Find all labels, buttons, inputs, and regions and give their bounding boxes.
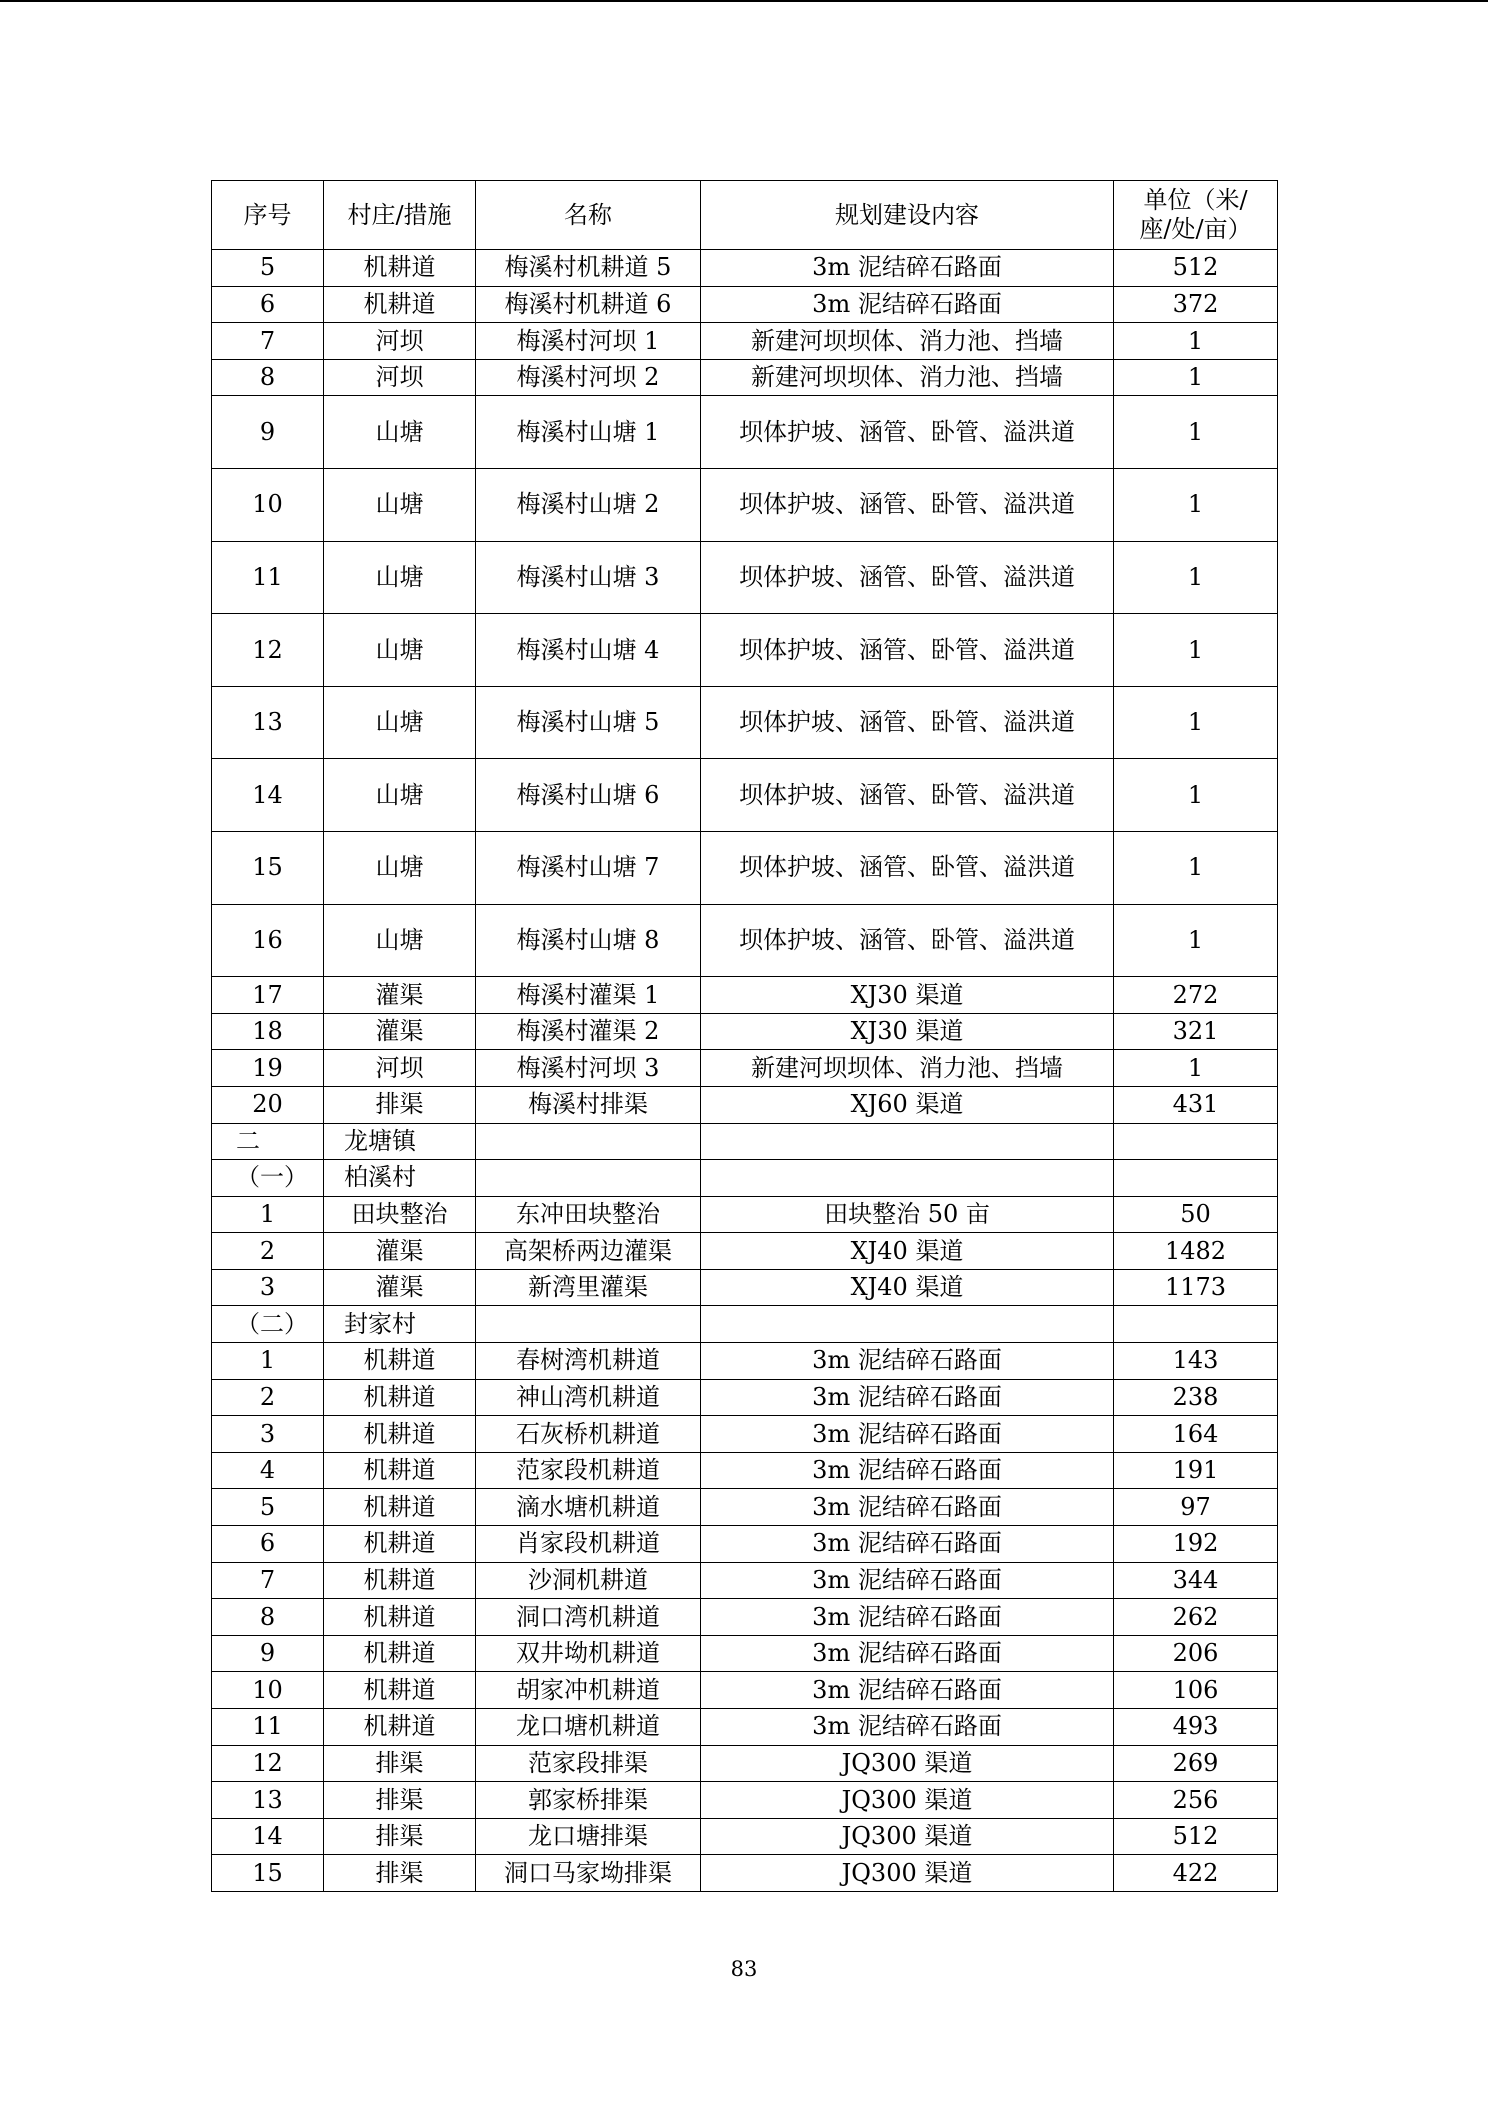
cell-measure: 山塘	[324, 831, 476, 904]
table-row	[212, 1233, 1278, 1270]
table-row	[212, 286, 1278, 323]
cell-unit: 422	[1114, 1855, 1278, 1892]
cell-name: 梅溪村山塘 8	[476, 904, 701, 977]
table-row	[212, 759, 1278, 832]
cell-content: 3m 泥结碎石路面	[701, 1416, 1114, 1453]
section-row	[212, 1306, 1278, 1343]
cell-unit: 1	[1114, 468, 1278, 541]
cell-name: 梅溪村山塘 6	[476, 759, 701, 832]
cell-content: 3m 泥结碎石路面	[701, 1452, 1114, 1489]
cell-measure: 机耕道	[324, 1343, 476, 1380]
cell-name	[476, 1123, 701, 1160]
cell-content: 新建河坝坝体、消力池、挡墙	[701, 1050, 1114, 1087]
cell-seq: 14	[212, 759, 324, 832]
cell-unit: 1	[1114, 614, 1278, 687]
cell-content: 坝体护坡、涵管、卧管、溢洪道	[701, 831, 1114, 904]
table-row	[212, 468, 1278, 541]
cell-name: 范家段排渠	[476, 1745, 701, 1782]
cell-unit	[1114, 1160, 1278, 1197]
cell-content: 坝体护坡、涵管、卧管、溢洪道	[701, 614, 1114, 687]
table-row	[212, 977, 1278, 1014]
cell-content: XJ40 渠道	[701, 1233, 1114, 1270]
table-row	[212, 396, 1278, 469]
cell-seq: 3	[212, 1269, 324, 1306]
cell-content: XJ60 渠道	[701, 1086, 1114, 1123]
cell-content: 3m 泥结碎石路面	[701, 1635, 1114, 1672]
cell-content: 坝体护坡、涵管、卧管、溢洪道	[701, 904, 1114, 977]
cell-name: 郭家桥排渠	[476, 1782, 701, 1819]
cell-unit: 238	[1114, 1379, 1278, 1416]
cell-name: 梅溪村山塘 2	[476, 468, 701, 541]
cell-seq: 2	[212, 1233, 324, 1270]
cell-content: 3m 泥结碎石路面	[701, 286, 1114, 323]
table-row	[212, 1672, 1278, 1709]
cell-measure: 机耕道	[324, 1562, 476, 1599]
cell-content: XJ30 渠道	[701, 1013, 1114, 1050]
table-row	[212, 250, 1278, 287]
cell-unit: 256	[1114, 1782, 1278, 1819]
cell-measure: 排渠	[324, 1745, 476, 1782]
cell-measure: 山塘	[324, 541, 476, 614]
cell-name: 梅溪村山塘 1	[476, 396, 701, 469]
cell-unit: 191	[1114, 1452, 1278, 1489]
cell-seq: 8	[212, 1599, 324, 1636]
cell-seq: 15	[212, 1855, 324, 1892]
cell-content: 3m 泥结碎石路面	[701, 250, 1114, 287]
cell-seq: 3	[212, 1416, 324, 1453]
cell-seq: 5	[212, 250, 324, 287]
cell-content: 坝体护坡、涵管、卧管、溢洪道	[701, 468, 1114, 541]
cell-unit: 1173	[1114, 1269, 1278, 1306]
cell-name: 范家段机耕道	[476, 1452, 701, 1489]
cell-measure: 排渠	[324, 1855, 476, 1892]
cell-content: XJ30 渠道	[701, 977, 1114, 1014]
cell-content: XJ40 渠道	[701, 1269, 1114, 1306]
cell-seq: 二	[212, 1123, 324, 1160]
cell-content	[701, 1123, 1114, 1160]
cell-seq: 1	[212, 1343, 324, 1380]
cell-seq: 12	[212, 614, 324, 687]
cell-content: 3m 泥结碎石路面	[701, 1672, 1114, 1709]
cell-name: 梅溪村河坝 1	[476, 323, 701, 360]
table-row	[212, 541, 1278, 614]
table-header-row	[212, 181, 1278, 250]
cell-seq: 1	[212, 1196, 324, 1233]
cell-content: 3m 泥结碎石路面	[701, 1343, 1114, 1380]
cell-measure: 山塘	[324, 614, 476, 687]
cell-content	[701, 1306, 1114, 1343]
cell-unit	[1114, 1306, 1278, 1343]
cell-unit: 192	[1114, 1526, 1278, 1563]
cell-measure: 机耕道	[324, 1416, 476, 1453]
cell-seq: 9	[212, 396, 324, 469]
cell-unit: 493	[1114, 1709, 1278, 1746]
cell-name: 梅溪村山塘 3	[476, 541, 701, 614]
cell-content: 坝体护坡、涵管、卧管、溢洪道	[701, 396, 1114, 469]
cell-content: JQ300 渠道	[701, 1855, 1114, 1892]
table-row	[212, 359, 1278, 396]
top-edge-rule	[0, 0, 1488, 2]
cell-measure: 机耕道	[324, 1452, 476, 1489]
cell-seq: 13	[212, 1782, 324, 1819]
table-row	[212, 1526, 1278, 1563]
cell-name: 春树湾机耕道	[476, 1343, 701, 1380]
cell-content: 新建河坝坝体、消力池、挡墙	[701, 323, 1114, 360]
table-row	[212, 1050, 1278, 1087]
cell-measure: 排渠	[324, 1086, 476, 1123]
cell-unit: 1	[1114, 323, 1278, 360]
cell-unit: 1482	[1114, 1233, 1278, 1270]
cell-name: 双井坳机耕道	[476, 1635, 701, 1672]
cell-unit: 206	[1114, 1635, 1278, 1672]
cell-measure: 灌渠	[324, 1233, 476, 1270]
cell-unit: 372	[1114, 286, 1278, 323]
cell-measure: 山塘	[324, 396, 476, 469]
cell-seq: 2	[212, 1379, 324, 1416]
cell-content: JQ300 渠道	[701, 1818, 1114, 1855]
cell-seq: 10	[212, 1672, 324, 1709]
cell-measure: 封家村	[324, 1306, 476, 1343]
cell-content: 田块整治 50 亩	[701, 1196, 1114, 1233]
cell-unit: 1	[1114, 1050, 1278, 1087]
cell-name: 石灰桥机耕道	[476, 1416, 701, 1453]
cell-unit	[1114, 1123, 1278, 1160]
cell-name: 新湾里灌渠	[476, 1269, 701, 1306]
cell-unit: 50	[1114, 1196, 1278, 1233]
cell-unit: 512	[1114, 250, 1278, 287]
cell-measure: 龙塘镇	[324, 1123, 476, 1160]
cell-unit: 106	[1114, 1672, 1278, 1709]
cell-unit: 321	[1114, 1013, 1278, 1050]
header-measure: 村庄/措施	[324, 181, 476, 250]
cell-seq: 16	[212, 904, 324, 977]
table-row	[212, 1196, 1278, 1233]
cell-name: 梅溪村山塘 5	[476, 686, 701, 759]
cell-content: 坝体护坡、涵管、卧管、溢洪道	[701, 541, 1114, 614]
cell-measure: 山塘	[324, 686, 476, 759]
cell-measure: 机耕道	[324, 1599, 476, 1636]
cell-name: 梅溪村灌渠 1	[476, 977, 701, 1014]
table-row	[212, 1818, 1278, 1855]
cell-name: 胡家冲机耕道	[476, 1672, 701, 1709]
cell-name: 高架桥两边灌渠	[476, 1233, 701, 1270]
cell-measure: 山塘	[324, 759, 476, 832]
cell-seq: 15	[212, 831, 324, 904]
cell-name: 梅溪村灌渠 2	[476, 1013, 701, 1050]
table-row	[212, 1269, 1278, 1306]
cell-name: 梅溪村排渠	[476, 1086, 701, 1123]
table-row	[212, 1013, 1278, 1050]
header-unit: 单位（米/ 座/处/亩）	[1114, 181, 1278, 250]
page-number: 83	[730, 1957, 758, 1981]
cell-name: 龙口塘机耕道	[476, 1709, 701, 1746]
cell-seq: 8	[212, 359, 324, 396]
cell-unit: 164	[1114, 1416, 1278, 1453]
table-row	[212, 1562, 1278, 1599]
cell-seq: 12	[212, 1745, 324, 1782]
cell-seq: 4	[212, 1452, 324, 1489]
table-row	[212, 1709, 1278, 1746]
cell-measure: 灌渠	[324, 1269, 476, 1306]
table-row	[212, 1782, 1278, 1819]
cell-unit: 1	[1114, 759, 1278, 832]
cell-measure: 排渠	[324, 1818, 476, 1855]
cell-name: 龙口塘排渠	[476, 1818, 701, 1855]
cell-measure: 机耕道	[324, 1489, 476, 1526]
cell-seq: 13	[212, 686, 324, 759]
cell-measure: 机耕道	[324, 1635, 476, 1672]
cell-measure: 机耕道	[324, 1526, 476, 1563]
table-row	[212, 1855, 1278, 1892]
cell-measure: 排渠	[324, 1782, 476, 1819]
cell-name: 梅溪村山塘 4	[476, 614, 701, 687]
table-row	[212, 1086, 1278, 1123]
cell-measure: 机耕道	[324, 250, 476, 287]
cell-seq: 6	[212, 286, 324, 323]
cell-name: 洞口马家坳排渠	[476, 1855, 701, 1892]
cell-seq: 19	[212, 1050, 324, 1087]
cell-measure: 山塘	[324, 468, 476, 541]
cell-unit: 344	[1114, 1562, 1278, 1599]
cell-measure: 田块整治	[324, 1196, 476, 1233]
cell-seq: 18	[212, 1013, 324, 1050]
cell-content: 3m 泥结碎石路面	[701, 1562, 1114, 1599]
cell-measure: 灌渠	[324, 1013, 476, 1050]
cell-seq: 7	[212, 323, 324, 360]
cell-seq: 10	[212, 468, 324, 541]
table-row	[212, 1379, 1278, 1416]
cell-name: 沙洞机耕道	[476, 1562, 701, 1599]
cell-content: 3m 泥结碎石路面	[701, 1709, 1114, 1746]
cell-content: 3m 泥结碎石路面	[701, 1379, 1114, 1416]
table-row	[212, 1745, 1278, 1782]
cell-name: 梅溪村机耕道 6	[476, 286, 701, 323]
cell-content: 坝体护坡、涵管、卧管、溢洪道	[701, 759, 1114, 832]
table-row	[212, 614, 1278, 687]
cell-unit: 272	[1114, 977, 1278, 1014]
cell-content	[701, 1160, 1114, 1197]
cell-unit: 1	[1114, 831, 1278, 904]
cell-seq: 5	[212, 1489, 324, 1526]
cell-unit: 97	[1114, 1489, 1278, 1526]
cell-content: JQ300 渠道	[701, 1782, 1114, 1819]
cell-unit: 1	[1114, 541, 1278, 614]
cell-name: 神山湾机耕道	[476, 1379, 701, 1416]
cell-measure: 机耕道	[324, 1379, 476, 1416]
cell-name: 东冲田块整治	[476, 1196, 701, 1233]
cell-name: 梅溪村机耕道 5	[476, 250, 701, 287]
cell-seq: （一）	[212, 1160, 324, 1197]
cell-unit: 1	[1114, 904, 1278, 977]
cell-name: 滴水塘机耕道	[476, 1489, 701, 1526]
cell-measure: 山塘	[324, 904, 476, 977]
cell-name: 梅溪村河坝 2	[476, 359, 701, 396]
cell-content: 3m 泥结碎石路面	[701, 1526, 1114, 1563]
cell-name	[476, 1160, 701, 1197]
cell-seq: 7	[212, 1562, 324, 1599]
cell-unit: 262	[1114, 1599, 1278, 1636]
header-seq: 序号	[212, 181, 324, 250]
table-row	[212, 1452, 1278, 1489]
cell-measure: 灌渠	[324, 977, 476, 1014]
section-row	[212, 1160, 1278, 1197]
cell-unit: 143	[1114, 1343, 1278, 1380]
table-row	[212, 686, 1278, 759]
header-name: 名称	[476, 181, 701, 250]
cell-seq: 9	[212, 1635, 324, 1672]
cell-seq: 11	[212, 541, 324, 614]
cell-name: 梅溪村山塘 7	[476, 831, 701, 904]
table-row	[212, 1635, 1278, 1672]
cell-seq: 6	[212, 1526, 324, 1563]
header-content: 规划建设内容	[701, 181, 1114, 250]
cell-content: JQ300 渠道	[701, 1745, 1114, 1782]
cell-unit: 512	[1114, 1818, 1278, 1855]
cell-name: 洞口湾机耕道	[476, 1599, 701, 1636]
table-row	[212, 1416, 1278, 1453]
table-row	[212, 831, 1278, 904]
cell-measure: 机耕道	[324, 286, 476, 323]
table-row	[212, 323, 1278, 360]
cell-unit: 1	[1114, 396, 1278, 469]
section-row	[212, 1123, 1278, 1160]
cell-measure: 河坝	[324, 323, 476, 360]
cell-measure: 河坝	[324, 1050, 476, 1087]
cell-unit: 1	[1114, 686, 1278, 759]
cell-seq: 17	[212, 977, 324, 1014]
cell-seq: 11	[212, 1709, 324, 1746]
cell-seq: 20	[212, 1086, 324, 1123]
table-row	[212, 904, 1278, 977]
cell-seq: （二）	[212, 1306, 324, 1343]
cell-content: 坝体护坡、涵管、卧管、溢洪道	[701, 686, 1114, 759]
cell-unit: 1	[1114, 359, 1278, 396]
cell-measure: 河坝	[324, 359, 476, 396]
cell-measure: 机耕道	[324, 1672, 476, 1709]
cell-measure: 机耕道	[324, 1709, 476, 1746]
cell-name: 梅溪村河坝 3	[476, 1050, 701, 1087]
cell-name	[476, 1306, 701, 1343]
cell-content: 3m 泥结碎石路面	[701, 1489, 1114, 1526]
cell-content: 新建河坝坝体、消力池、挡墙	[701, 359, 1114, 396]
planning-table	[211, 180, 1278, 1892]
cell-seq: 14	[212, 1818, 324, 1855]
table-row	[212, 1599, 1278, 1636]
cell-unit: 269	[1114, 1745, 1278, 1782]
table-row	[212, 1489, 1278, 1526]
cell-unit: 431	[1114, 1086, 1278, 1123]
cell-content: 3m 泥结碎石路面	[701, 1599, 1114, 1636]
cell-measure: 柏溪村	[324, 1160, 476, 1197]
cell-name: 肖家段机耕道	[476, 1526, 701, 1563]
table-row	[212, 1343, 1278, 1380]
